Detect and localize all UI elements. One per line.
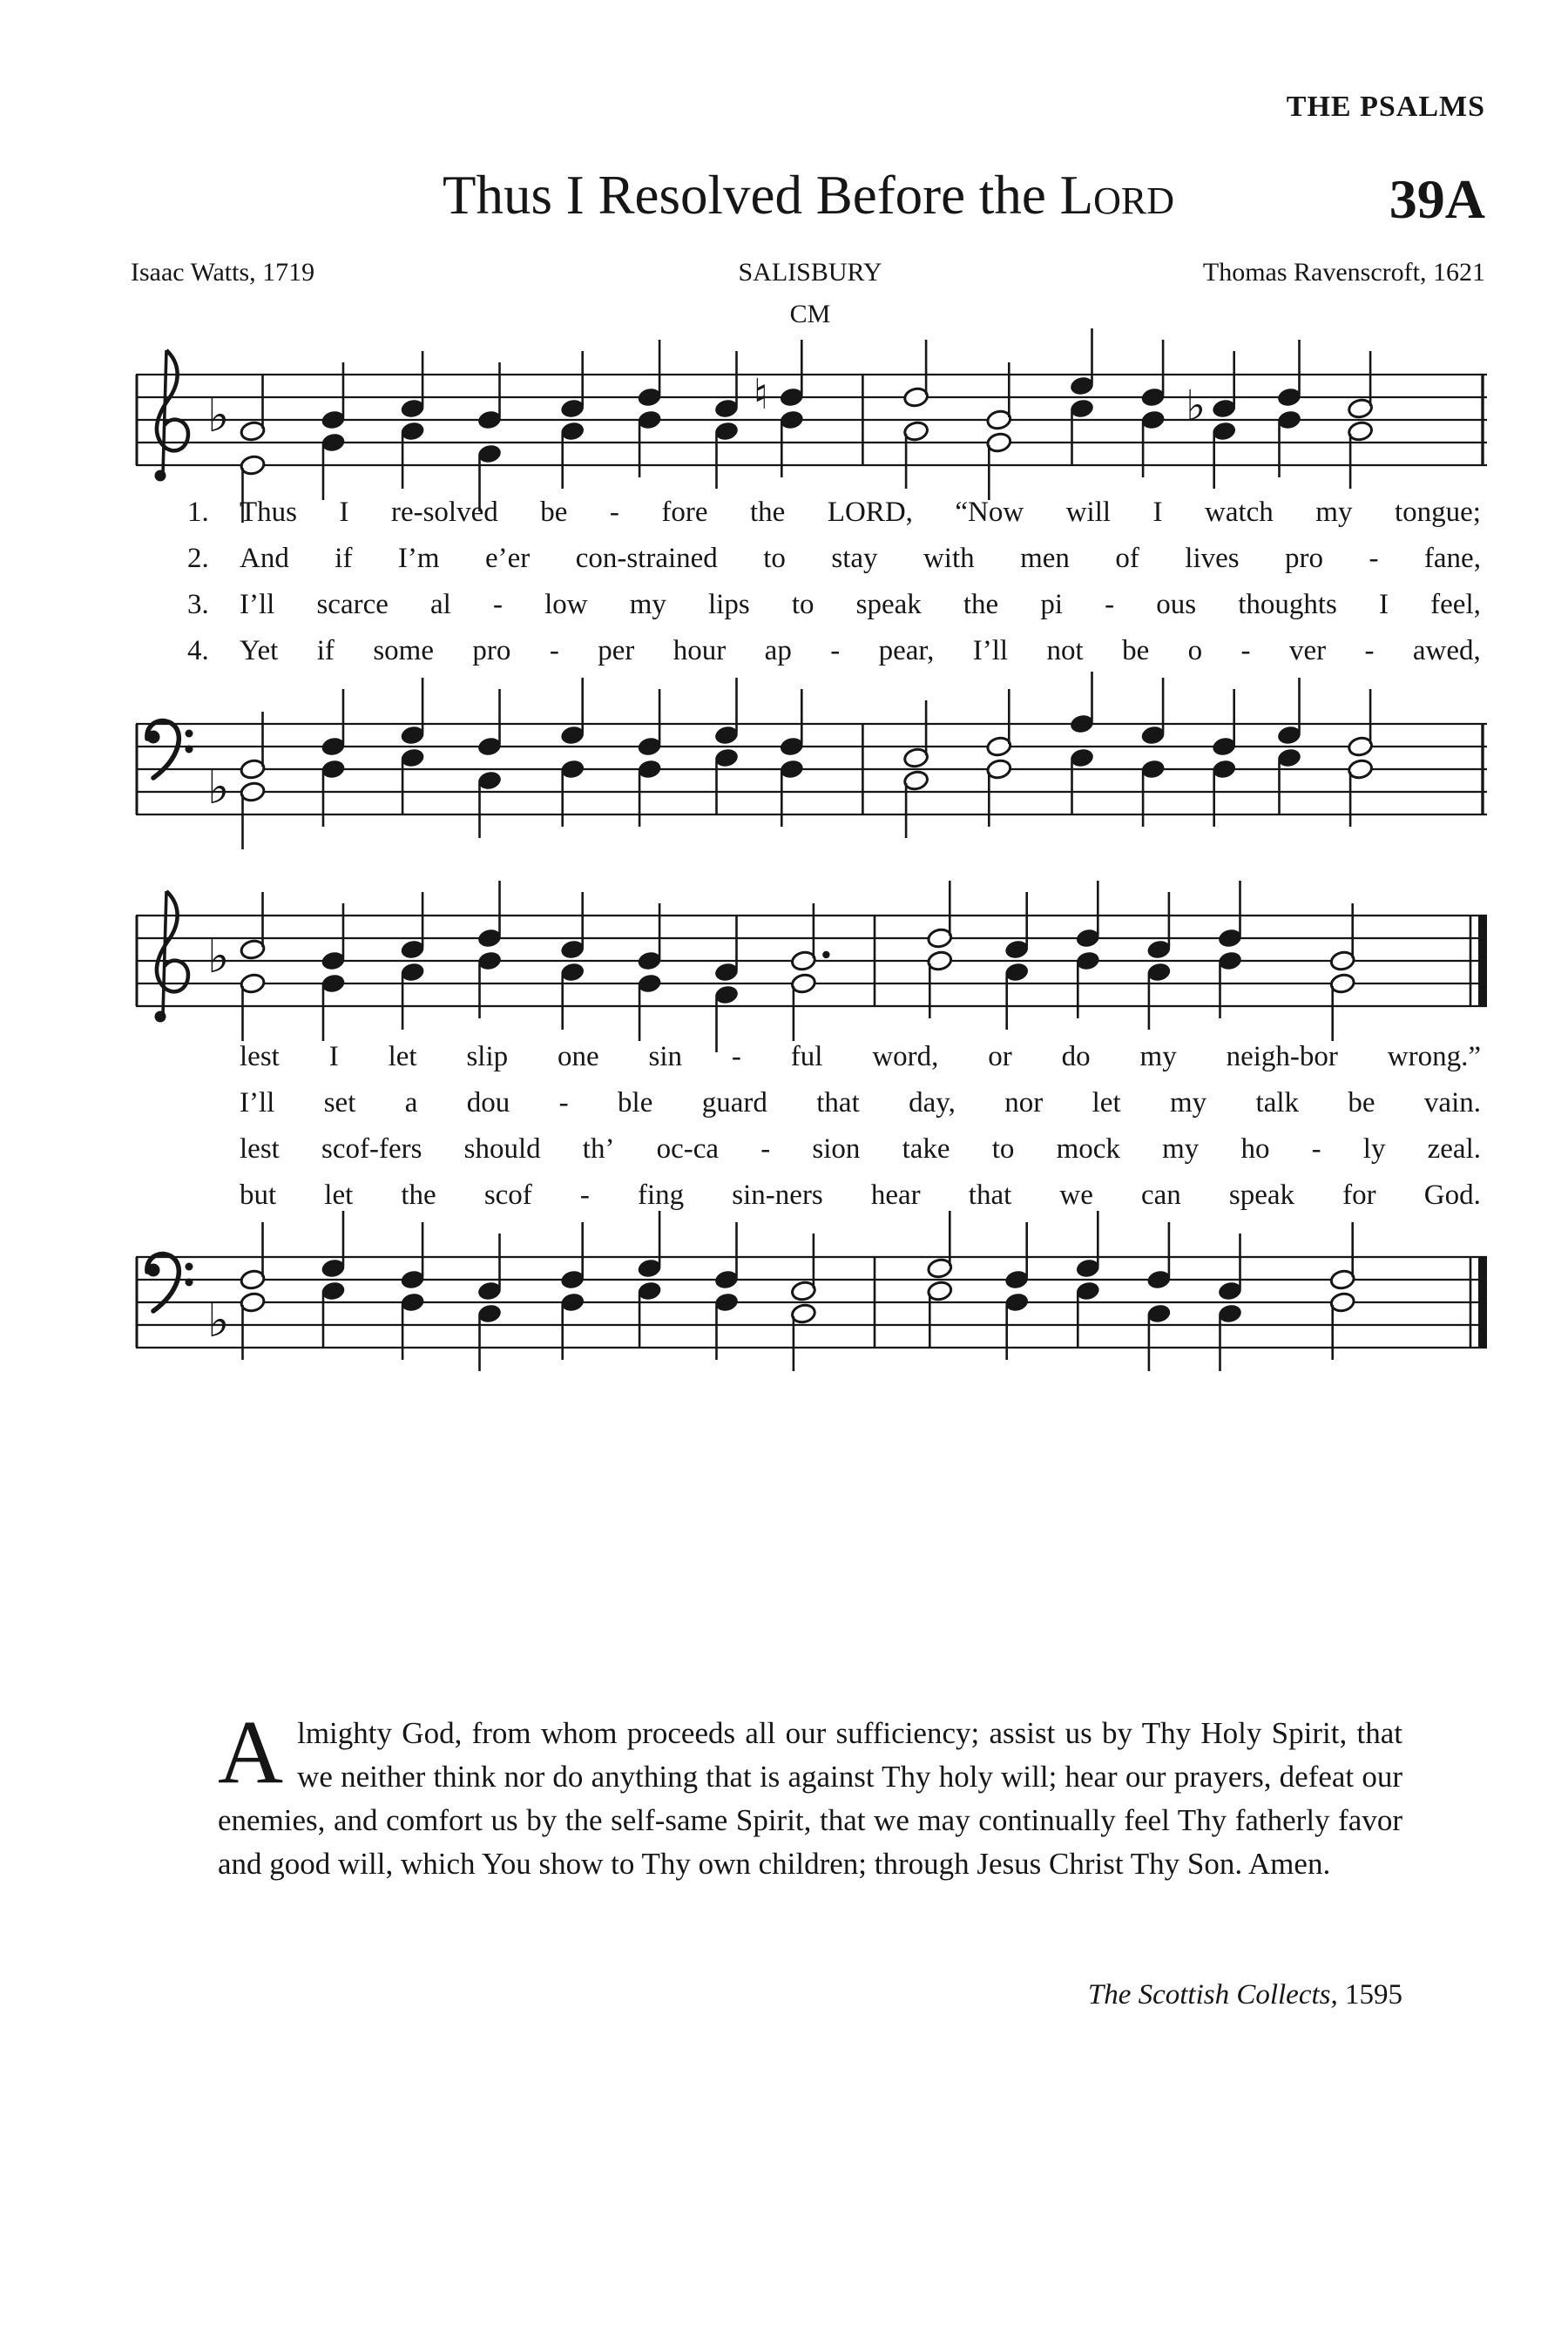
lyric-word: oc-ca — [656, 1133, 720, 1165]
lyric-words — [240, 1041, 1481, 1073]
lyric-word: but — [240, 1179, 277, 1211]
lyric-word: ble — [618, 1087, 653, 1119]
lyric-word: awed, — [1412, 635, 1481, 666]
lyric-word: feel, — [1430, 589, 1481, 620]
lyric-word: speak — [1228, 1179, 1295, 1211]
lyric-line — [187, 497, 1481, 543]
lyric-word: scarce — [316, 589, 389, 620]
lyric-word: scof-fers — [321, 1133, 422, 1165]
lyric-line — [187, 1087, 1481, 1133]
lyric-word: lips — [708, 589, 750, 620]
lyric-word: let — [324, 1179, 354, 1211]
svg-text:♭: ♭ — [207, 388, 230, 443]
lyric-word: I — [339, 497, 349, 528]
lyric-word: - — [1369, 543, 1379, 574]
lyric-word: my — [629, 589, 666, 620]
collect-source — [1088, 1979, 1402, 2011]
svg-text:♭: ♭ — [1186, 382, 1206, 430]
lyric-words — [240, 635, 1481, 667]
collect-source-year: 1595 — [1345, 1979, 1402, 2011]
lyric-word: day, — [909, 1087, 956, 1119]
bass-staff-system-2 — [131, 1205, 1490, 1410]
lyric-word: hear — [870, 1179, 921, 1211]
lyric-word: Yet — [240, 635, 279, 666]
lyric-word: pro — [472, 635, 511, 666]
lyric-word: one — [558, 1041, 599, 1072]
lyric-word: word, — [872, 1041, 939, 1072]
lyric-word: - — [830, 635, 841, 666]
lyric-word: to — [763, 543, 786, 574]
lyric-word: I’ll — [240, 589, 275, 620]
lyric-word: - — [1311, 1133, 1321, 1165]
lyric-word: - — [579, 1179, 590, 1211]
lyric-word: fing — [638, 1179, 685, 1211]
lyric-word: watch — [1205, 497, 1274, 528]
lyric-word: - — [760, 1133, 771, 1165]
lyric-word: low — [544, 589, 588, 620]
lyric-word: stay — [831, 543, 878, 574]
lyric-word: I — [1152, 497, 1163, 528]
lyric-word: pear, — [878, 635, 935, 666]
hymn-title-lord: Lord — [1059, 165, 1174, 226]
lyric-word: neigh-bor — [1226, 1041, 1338, 1072]
lyric-word: I’ll — [972, 635, 1009, 666]
lyric-word: can — [1140, 1179, 1181, 1211]
lyric-word: Thus — [240, 497, 297, 528]
treble-staff-system-2 — [131, 863, 1490, 1069]
lyric-word: per — [598, 635, 635, 666]
lyric-word: not — [1046, 635, 1084, 666]
lyric-word: my — [1169, 1087, 1207, 1119]
lyric-word: zeal. — [1427, 1133, 1481, 1165]
lyric-line — [187, 1133, 1481, 1179]
lyric-word: lives — [1185, 543, 1240, 574]
lyric-word: for — [1342, 1179, 1376, 1211]
verse-number: 2. — [187, 543, 209, 574]
hymn-number: 39A — [1389, 168, 1485, 230]
lyric-word: my — [1162, 1133, 1200, 1165]
lyric-word: - — [549, 635, 559, 666]
collect-prayer — [218, 1702, 1402, 1886]
lyric-word: lest — [240, 1041, 280, 1072]
verse-number: 1. — [187, 497, 209, 528]
drop-cap: A — [218, 1702, 284, 1802]
lyric-word: ho — [1240, 1133, 1270, 1165]
lyric-word: men — [1020, 543, 1070, 574]
lyric-word: fane, — [1423, 543, 1481, 574]
lyric-word: with — [923, 543, 975, 574]
lyric-word: to — [991, 1133, 1015, 1165]
lyric-word: the — [750, 497, 786, 528]
lyric-word: slip — [466, 1041, 509, 1072]
collect-text: lmighty God, from whom proceeds all our sufficiency; assist us by Thy Holy Spirit, that we neither think nor do anything that is against Thy holy will; hear our prayers, defeat our enemies, and comfort us by the self-same Spirit, that we may continually feel Thy fatherly favor and good will, which You show to Thy own children; through Jesus Christ Thy Son. Amen. — [218, 1716, 1402, 1881]
lyric-word: of — [1115, 543, 1139, 574]
lyric-word: ly — [1362, 1133, 1386, 1165]
lyric-word: ap — [764, 635, 792, 666]
svg-text:♭: ♭ — [207, 1293, 230, 1348]
lyric-word: will — [1065, 497, 1112, 528]
lyric-word: vain. — [1423, 1087, 1481, 1119]
lyric-word: should — [463, 1133, 541, 1165]
lyric-word: let — [388, 1041, 417, 1072]
lyric-word: if — [316, 635, 335, 666]
lyric-word: e’er — [484, 543, 531, 574]
lyric-word: some — [373, 635, 434, 666]
bass-staff-system-1 — [131, 672, 1490, 877]
lyric-word: - — [1105, 589, 1115, 620]
lyric-word: talk — [1255, 1087, 1300, 1119]
lyric-word: let — [1092, 1087, 1121, 1119]
lyric-word: the — [401, 1179, 436, 1211]
lyric-word: be — [1122, 635, 1150, 666]
section-header: THE PSALMS — [1286, 91, 1485, 123]
lyric-word: - — [1364, 635, 1375, 666]
lyric-word: pi — [1040, 589, 1063, 620]
svg-text:♮: ♮ — [753, 370, 768, 419]
composer: Thomas Ravenscroft, 1621 — [1202, 258, 1485, 287]
lyric-word: tongue; — [1394, 497, 1481, 528]
meter: CM — [789, 300, 831, 328]
lyric-word: sin — [648, 1041, 683, 1072]
lyric-word: be — [1348, 1087, 1375, 1119]
lyric-word: ver — [1288, 635, 1327, 666]
svg-text:♭: ♭ — [207, 760, 230, 814]
lyric-word: to — [791, 589, 814, 620]
lyric-word: - — [731, 1041, 741, 1072]
lyric-word: I — [328, 1041, 339, 1072]
lyric-word: that — [968, 1179, 1012, 1211]
lyric-word: And — [240, 543, 289, 574]
lyric-word: guard — [701, 1087, 767, 1119]
lyric-word: my — [1315, 497, 1353, 528]
lyrics-system-2 — [187, 1041, 1481, 1226]
lyric-word: that — [816, 1087, 860, 1119]
lyric-word: the — [963, 589, 999, 620]
lyric-word: do — [1061, 1041, 1091, 1072]
lyric-word: pro — [1285, 543, 1324, 574]
lyric-word: fore — [661, 497, 708, 528]
lyric-word: I’ll — [240, 1087, 275, 1119]
lyric-word: a — [404, 1087, 418, 1119]
lyric-word: speak — [855, 589, 922, 620]
lyric-words — [240, 543, 1481, 575]
lyric-word: hour — [672, 635, 727, 666]
lyric-word: th’ — [582, 1133, 615, 1165]
hymn-title — [443, 164, 1174, 227]
lyric-word: thoughts — [1238, 589, 1337, 620]
lyric-word: - — [492, 589, 503, 620]
lyric-words — [240, 497, 1481, 529]
lyric-word: we — [1059, 1179, 1093, 1211]
lyric-words — [240, 589, 1481, 621]
collect-source-title: The Scottish Collects, — [1087, 1979, 1338, 2011]
lyric-word: - — [609, 497, 619, 528]
lyric-word: lest — [240, 1133, 280, 1165]
lyric-word: take — [902, 1133, 950, 1165]
lyric-word: dou — [466, 1087, 510, 1119]
lyric-word: - — [558, 1087, 569, 1119]
lyric-word: LORD, — [827, 497, 913, 528]
lyric-word: if — [335, 543, 353, 574]
lyric-word: nor — [1004, 1087, 1044, 1119]
lyrics-system-1 — [187, 497, 1481, 681]
lyric-word: set — [323, 1087, 356, 1119]
lyric-word: ful — [790, 1041, 823, 1072]
lyric-word: al — [430, 589, 451, 620]
lyric-word: wrong.” — [1387, 1041, 1481, 1072]
lyric-line — [187, 589, 1481, 635]
lyric-line — [187, 1041, 1481, 1087]
lyric-word: be — [540, 497, 568, 528]
title-row — [131, 164, 1486, 227]
lyric-word: scof — [483, 1179, 532, 1211]
lyric-word: con-strained — [575, 543, 718, 574]
verse-number: 3. — [187, 589, 209, 620]
lyric-words — [240, 1133, 1481, 1166]
lyric-word: “Now — [955, 497, 1024, 528]
lyric-word: I — [1379, 589, 1389, 620]
lyric-word: my — [1139, 1041, 1177, 1072]
svg-text:♭: ♭ — [207, 929, 230, 983]
lyric-line — [187, 543, 1481, 589]
lyric-word: mock — [1056, 1133, 1120, 1165]
lyric-word: or — [988, 1041, 1012, 1072]
hymn-title-text: Thus I Resolved Before the — [443, 165, 1060, 226]
lyric-word: sin-ners — [732, 1179, 823, 1211]
lyric-word: I’m — [397, 543, 440, 574]
lyric-word: sion — [812, 1133, 861, 1165]
lyric-words — [240, 1087, 1481, 1119]
lyric-word: - — [1240, 635, 1251, 666]
lyric-word: ous — [1156, 589, 1197, 620]
lyric-word: re-solved — [390, 497, 498, 528]
tune-name: SALISBURY — [738, 258, 882, 287]
lyric-word: God. — [1423, 1179, 1481, 1211]
lyric-word: o — [1187, 635, 1203, 666]
verse-number: 4. — [187, 635, 209, 666]
text-author: Isaac Watts, 1719 — [131, 258, 315, 287]
